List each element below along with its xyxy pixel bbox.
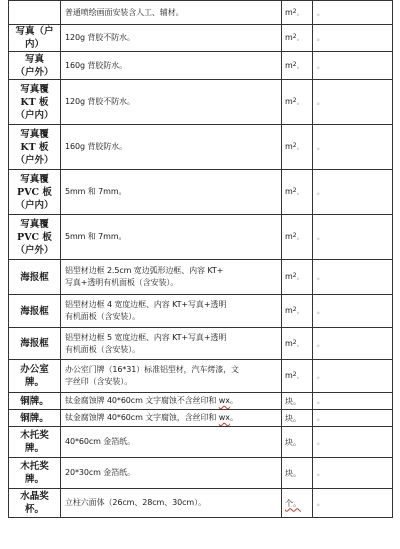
item-description-cell [61,427,282,458]
paragraph-mark: 。 [317,98,324,106]
empty-cell [313,410,393,427]
unit-superscript: 2 [292,338,297,346]
empty-cell [313,328,393,360]
paragraph-mark: 。 [317,397,324,405]
empty-cell [313,80,393,125]
unit-cell [282,25,313,52]
item-name-line: 杯。 [24,504,44,515]
unit-superscript: 2 [292,306,297,313]
item-name-line: 写真（户 [15,26,54,37]
item-name-cell [9,260,61,295]
empty-cell [313,215,393,260]
item-description-cell [61,1,282,25]
paragraph-mark: 。 [317,188,324,196]
empty-cell [313,170,393,215]
unit-label: m [285,272,293,281]
item-description-cell [61,393,282,410]
description-text: 钛金腐蚀牌 40*60cm 文字腐蚀，含丝印和 [65,413,219,422]
item-name-cell [9,125,61,170]
item-name-line: 海报框 [20,338,49,349]
unit-label: m [285,7,293,17]
paragraph-mark: 。 [317,339,324,348]
table-row [9,410,393,427]
description-text: 。 [229,413,238,422]
table-row [9,170,393,215]
unit-cell [282,215,313,260]
item-name-cell [9,52,61,80]
table-row [9,125,393,170]
item-description-line: 20*30cm 金箔纸。 [65,468,135,477]
unit-cell [282,80,313,125]
item-name-line: 水晶奖 [20,491,49,502]
item-description-line: 字丝印（含安装）。 [65,377,133,386]
paragraph-mark: 。 [296,143,304,151]
item-description-cell [61,80,282,125]
item-name-line: 木托奖 [20,430,49,441]
item-name-line: KT 板 [20,96,49,108]
paragraph-mark: 。 [296,8,304,17]
item-description-line: 铝型材边框 2.5cm 宽边弧形边框、内容 KT+ [65,266,224,275]
paragraph-mark: 。 [317,8,324,17]
description-text: 钛金腐蚀牌 40*60cm 文字腐蚀不含丝印和 [65,396,219,405]
paragraph-mark: 。 [317,143,324,151]
paragraph-mark: 。 [317,499,324,507]
empty-cell [313,458,393,489]
unit-label: m [285,338,293,348]
item-description-line: 120g 背胶不防水。 [65,33,135,42]
item-description-line: 120g 背胶不防水。 [65,97,135,106]
paragraph-mark: 。 [296,233,304,241]
empty-cell [313,125,393,170]
table-row [9,25,393,52]
paragraph-mark: 。 [317,273,324,281]
unit-label: m [285,60,293,70]
item-description-cell [61,260,282,295]
description-text: 。 [229,396,238,405]
table-row [9,427,393,458]
item-description-cell [61,52,282,80]
unit-superscript: 2 [292,7,297,15]
paragraph-mark: 。 [296,98,304,106]
item-description-cell [61,360,282,393]
unit-label: 个。 [285,498,301,508]
paragraph-mark: 。 [317,307,324,315]
item-description-line: 有机面板（含安装）。 [65,312,140,321]
paragraph-mark: 。 [317,414,324,422]
unit-label: 块。 [285,396,301,406]
empty-cell [313,427,393,458]
item-description-line: 5mm 和 7mm。 [65,232,127,241]
paragraph-mark: 。 [296,34,304,42]
item-description-cell [61,295,282,328]
table-row [9,80,393,125]
empty-cell [313,260,393,295]
item-name-cell [9,1,61,25]
item-name-line: 写真覆 [20,83,49,95]
unit-superscript: 2 [292,371,297,378]
item-name-cell [9,328,61,360]
unit-superscript: 2 [292,60,297,68]
unit-cell [282,360,313,393]
unit-label: 块。 [285,468,301,478]
table-row [9,458,393,489]
item-description-cell [61,170,282,215]
item-name-line: 办公室 [20,364,49,375]
item-name-cell [9,295,61,328]
unit-label: m [285,33,293,42]
paragraph-mark: 。 [296,372,304,380]
item-name-line: 写真覆 [20,218,49,230]
paragraph-mark: 。 [317,372,324,380]
item-name-line: 海报框 [20,271,49,283]
item-description-cell [61,215,282,260]
item-description-line: 办公室门牌（16*31）标准铝型材，汽车烤漆，文 [65,365,239,374]
empty-cell [313,393,393,410]
item-description-cell [61,410,282,427]
item-description-cell [61,125,282,170]
item-name-cell [9,25,61,52]
unit-label: m [285,142,293,151]
paragraph-mark: 。 [317,438,324,446]
item-description-line: 立柱六面体（26cm、28cm、30cm）。 [65,498,206,507]
unit-superscript: 2 [292,142,297,149]
price-table-sheet [8,0,392,549]
empty-cell [313,489,393,518]
unit-cell [282,260,313,295]
paragraph-mark: 。 [296,188,304,196]
item-description-line: 普通喷绘画面安装含人工、辅材。 [65,7,184,17]
unit-cell [282,1,313,25]
item-name-line: （户内） [15,199,54,211]
unit-label: 块。 [285,413,301,423]
table-row [9,489,393,518]
item-name-cell [9,215,61,260]
item-name-line: 写真覆 [20,173,49,185]
unit-superscript: 2 [292,232,297,239]
paragraph-mark: 。 [296,307,304,315]
unit-label: m [285,97,293,106]
item-name-line: （户外） [15,66,54,78]
empty-cell [313,295,393,328]
item-description-line: 写真+透明有机面板（含安装）。 [65,278,179,287]
paragraph-mark: 。 [296,339,304,348]
item-description-line: 有机面板（含安装）。 [65,344,140,354]
unit-label: m [285,187,293,196]
unit-label: 块。 [285,437,301,447]
item-name-cell [9,170,61,215]
item-name-cell [9,80,61,125]
item-description-line [65,412,277,424]
unit-cell [282,427,313,458]
unit-cell [282,489,313,518]
table-row [9,360,393,393]
item-name-line: PVC 板 [17,186,52,198]
item-name-cell [9,427,61,458]
item-description-line: 铝型材边框 4 宽度边框、内容 KT+写真+透明 [65,300,227,309]
item-name-line: 铜牌。 [20,395,49,407]
unit-cell [282,410,313,427]
item-name-cell [9,360,61,393]
item-description-line [65,395,277,407]
item-description-cell [61,328,282,360]
item-name-line: KT 板 [20,141,49,153]
unit-label: m [285,232,293,241]
empty-cell [313,25,393,52]
item-name-line: （户内） [15,109,54,121]
spellcheck-underlined-text: wx [218,396,230,405]
item-name-line: 木托奖 [20,461,49,472]
unit-cell [282,295,313,328]
item-name-line: 海报框 [20,305,49,317]
item-name-line: 牌。 [24,474,44,485]
item-name-line: 写真 [24,53,44,65]
unit-cell [282,52,313,80]
item-description-line: 40*60cm 金箔纸。 [65,437,135,446]
item-description-line: 5mm 和 7mm。 [65,187,127,196]
item-description-cell [61,25,282,52]
paragraph-mark: 。 [317,61,324,70]
item-name-cell [9,489,61,518]
paragraph-mark: 。 [317,469,324,477]
item-name-line: 铜牌。 [20,412,49,424]
item-name-line: 写真覆 [20,128,49,140]
item-name-line: （户外） [15,154,54,166]
unit-cell [282,125,313,170]
price-table-body [9,1,393,518]
item-name-line: PVC 板 [17,231,52,243]
spellcheck-underlined-text: wx [218,413,230,422]
item-name-cell [9,393,61,410]
unit-label: m [285,306,293,315]
item-name-cell [9,458,61,489]
unit-label: m [285,371,293,380]
unit-cell [282,328,313,360]
item-description-line: 铝型材边框 5 宽度边框、内容 KT+写真+透明 [65,332,227,342]
unit-cell [282,393,313,410]
empty-cell [313,360,393,393]
table-row [9,52,393,80]
item-description-cell [61,458,282,489]
price-table [8,0,393,518]
paragraph-mark: 。 [317,233,324,241]
table-row [9,260,393,295]
table-row [9,393,393,410]
table-row [9,1,393,25]
unit-cell [282,458,313,489]
unit-superscript: 2 [292,272,297,279]
item-description-line: 160g 背胶防水。 [65,60,127,70]
item-name-cell [9,410,61,427]
table-row [9,295,393,328]
item-name-line: 内） [24,39,44,50]
unit-cell [282,170,313,215]
item-name-line: 牌。 [24,377,44,388]
unit-superscript: 2 [292,97,297,104]
empty-cell [313,1,393,25]
unit-superscript: 2 [292,187,297,194]
empty-cell [313,52,393,80]
item-description-cell [61,489,282,518]
item-name-line: （户外） [15,244,54,256]
table-row [9,328,393,360]
paragraph-mark: 。 [296,61,304,70]
item-description-line: 160g 背胶防水。 [65,142,127,151]
unit-superscript: 2 [292,33,297,40]
item-name-line: 牌。 [24,443,44,454]
paragraph-mark: 。 [296,273,304,281]
paragraph-mark: 。 [317,34,324,42]
table-row [9,215,393,260]
